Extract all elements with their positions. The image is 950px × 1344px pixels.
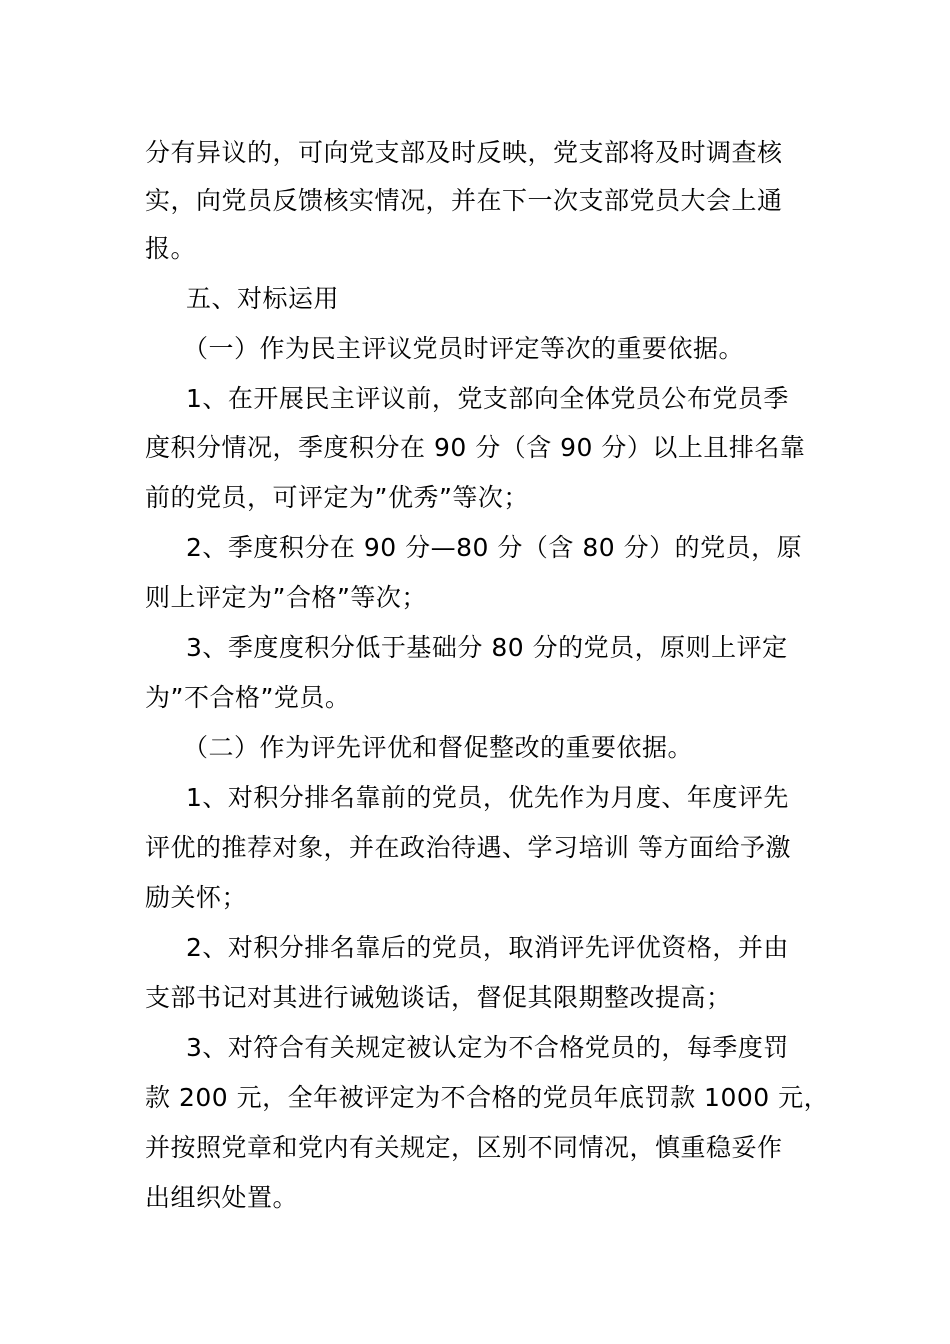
text-line: 1、在开展民主评议前，党支部向全体党员公布党员季	[186, 384, 789, 413]
section-heading: 五、对标运用	[186, 284, 340, 313]
text-line: 评优的推荐对象，并在政治待遇、学习培训 等方面给予激	[145, 833, 791, 862]
text-line: 3、季度度积分低于基础分 80 分的党员，原则上评定	[186, 633, 788, 662]
text-line: 前的党员，可评定为”优秀”等次；	[145, 483, 529, 512]
text-line: 实，向党员反馈核实情况，并在下一次支部党员大会上通	[145, 186, 783, 215]
text-line: 分有异议的，可向党支部及时反映，党支部将及时调查核	[145, 138, 783, 167]
text-line: 则上评定为”合格”等次；	[145, 583, 427, 612]
text-line: 2、对积分排名靠后的党员，取消评先评优资格，并由	[186, 933, 789, 962]
text-line: 2、季度积分在 90 分—80 分（含 80 分）的党员，原	[186, 533, 803, 562]
text-line: 款 200 元，全年被评定为不合格的党员年底罚款 1000 元，	[145, 1083, 830, 1112]
text-line: 并按照党章和党内有关规定，区别不同情况，慎重稳妥作	[145, 1133, 783, 1162]
subsection-heading: （二）作为评先评优和督促整改的重要依据。	[183, 733, 694, 762]
text-line: 3、对符合有关规定被认定为不合格党员的，每季度罚	[186, 1033, 789, 1062]
text-line: 出组织处置。	[145, 1183, 299, 1212]
text-line: 支部书记对其进行诫勉谈话，督促其限期整改提高；	[145, 983, 732, 1012]
text-line: 度积分情况，季度积分在 90 分（含 90 分）以上且排名靠	[145, 433, 806, 462]
text-line: 为”不合格”党员。	[145, 683, 351, 712]
subsection-heading: （一）作为民主评议党员时评定等次的重要依据。	[183, 334, 745, 363]
text-line: 报。	[145, 234, 197, 263]
text-line: 励关怀；	[145, 883, 248, 912]
text-line: 1、对积分排名靠前的党员，优先作为月度、年度评先	[186, 783, 789, 812]
